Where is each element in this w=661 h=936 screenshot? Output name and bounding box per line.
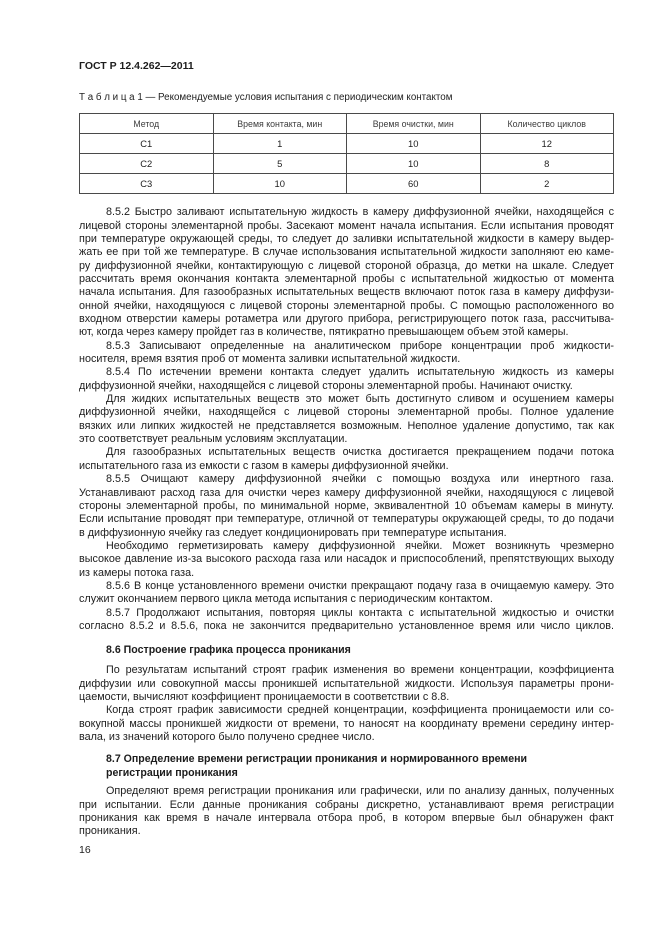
section-heading-continuation: регистрации проникания	[106, 766, 238, 779]
paragraph-registration-time	[79, 785, 614, 838]
text-line: из камеры потока газа.	[79, 566, 195, 579]
text-line: ют, когда через камеру пройдет газ в количестве, пятикратно превышающем объем этой камеры.	[79, 326, 569, 339]
cell-method: С3	[80, 174, 214, 194]
text-line: это соответствует реальным условиям эксплуатации.	[79, 433, 348, 446]
section-heading: 8.6 Построение графика процесса проникания	[106, 644, 351, 657]
section-8-6-body	[79, 664, 614, 744]
text-line: рассчитать время окончания контакта элементарной пробы с испытательной жидкостью от момента	[79, 273, 614, 286]
text-line: диффузии или совокупной массы проникшей испытательной жидкости. Используя параметры прони-	[79, 677, 614, 690]
text-line: жать ее при той же температуре. В случае использования испытательной жидкости заполняют ею каме-	[79, 246, 614, 259]
table-row	[80, 174, 614, 194]
table-header-row	[80, 114, 614, 134]
cell-cycle-count: 12	[480, 134, 614, 154]
text-line: стороны элементарной пробы, по минимальной норме, эквивалентной 10 объемам камеры в минуту.	[79, 499, 614, 512]
text-line: служит окончанием первого цикла метода испытания с периодическим контактом.	[79, 593, 493, 606]
paragraph-8-5-2	[79, 206, 614, 339]
text-line: 8.5.4 По истечении времени контакта следует удалить испытательную жидкость из камеры	[106, 366, 614, 379]
table-row	[80, 154, 614, 174]
text-line: высокое давление из-за высокого расхода газа или насадок и приспособлений, препятствующих выходу	[79, 553, 614, 566]
section-8-7-body	[79, 785, 614, 838]
text-line: 8.5.7 Продолжают испытания, повторяя циклы контакта с испытательной жидкостью и очистки	[106, 606, 614, 619]
text-line: диффузионной ячейки, находящейся с лицевой стороны элементарной пробы. Полное удаление	[79, 406, 614, 419]
table-caption: Т а б л и ц а 1 — Рекомендуемые условия испытания с периодическим контактом	[79, 92, 453, 103]
text-line: онной ячейки, находящуюся с лицевой стороны элементарной пробы. С помощью расположенного во	[79, 299, 614, 312]
cell-contact-time: 10	[213, 174, 347, 194]
cell-cleaning-time: 10	[347, 134, 481, 154]
column-header-contact-time: Время контакта, мин	[213, 114, 347, 134]
test-conditions-table	[79, 113, 614, 194]
text-line: 8.5.5 Очищают камеру диффузионной ячейки с помощью воздуха или инертного газа.	[106, 473, 614, 486]
text-line: диффузионной ячейки, находящейся с лицевой стороны элементарной пробы. Начинают очистку.	[79, 379, 573, 392]
text-line: Когда строят график зависимости средней концентрации, коэффициента проницаемости или со-	[106, 704, 614, 717]
text-line: лицевой стороны элементарной пробы. Засекают момент начала испытания. Если испытания проводят	[79, 219, 614, 232]
section-8-5-body	[79, 206, 614, 633]
cell-cleaning-time: 60	[347, 174, 481, 194]
text-line: согласно 8.5.2 и 8.5.6, пока не закончится предварительно установленное время или число циклов.	[79, 619, 614, 632]
text-line: в диффузионную ячейку газ следует кондиционировать при температуре испытания.	[79, 526, 507, 539]
paragraph-8-5-7	[79, 607, 614, 634]
text-line: Для жидких испытательных веществ это может быть достигнуто сливом и осушением камеры	[106, 393, 614, 406]
paragraph-8-5-3	[79, 340, 614, 367]
text-line: вокупной массы проникшей жидкости от времени, то наносят на координату времени середину интер-	[79, 717, 614, 730]
column-header-cleaning-time: Время очистки, мин	[347, 114, 481, 134]
cell-method: С1	[80, 134, 214, 154]
text-line: 8.5.3 Записывают определенные на аналитическом приборе концентрации проб жидкости-	[106, 339, 614, 352]
cell-cycle-count: 2	[480, 174, 614, 194]
cell-cleaning-time: 10	[347, 154, 481, 174]
text-line: вязких или липких жидкостей не представляется возможным. Неполное удаление допустимо, так как	[79, 419, 614, 432]
cell-method: С2	[80, 154, 214, 174]
text-line: Определяют время регистрации проникания или графически, или по анализу данных, полученных	[106, 785, 614, 798]
paragraph-8-5-6	[79, 580, 614, 607]
text-line: входном отверстии камеры ротаметра или другого прибора, регистрирующего поток газа, рассчитыва-	[79, 313, 614, 326]
text-line: начала испытания. Для газообразных испытательных веществ включают поток газа в камеру диффузи-	[79, 286, 614, 299]
text-line: Устанавливают расход газа для очистки через камеру диффузионной ячейки, находящуюся с лицевой	[79, 486, 614, 499]
paragraph-gas-cleaning	[79, 446, 614, 473]
text-line: проникания.	[79, 825, 141, 838]
paragraph-sealing	[79, 540, 614, 580]
text-line: Необходимо герметизировать камеру диффузионной ячейки. Может возникнуть чрезмерно	[106, 539, 614, 552]
cell-cycle-count: 8	[480, 154, 614, 174]
paragraph-graph-results	[79, 664, 614, 704]
text-line: вала, из значений которого было получено среднее число.	[79, 731, 375, 744]
text-line: при испытании. Если данные проникания собраны дискретно, устанавливают время регистрации	[79, 798, 614, 811]
heading-8-6	[79, 644, 614, 657]
column-header-method: Метод	[80, 114, 214, 134]
text-line: цаемости, вычисляют коэффициент проницаемости в соответствии с 8.8.	[79, 690, 450, 703]
text-line: испытательного газа из емкости с газом в камеры диффузионной ячейки.	[79, 459, 449, 472]
paragraph-8-5-5	[79, 473, 614, 540]
text-line: проникания как время в начале интервала отбора проб, в котором впервые был обнаружен факт	[79, 811, 614, 824]
text-line: 8.5.6 В конце установленного времени очистки прекращают подачу газа в очищаемую камеру. Это	[106, 579, 614, 592]
text-line: Если испытание проводят при температуре, отличной от температуры окружающей среды, то до подачи	[79, 513, 614, 526]
table-row	[80, 134, 614, 154]
text-line: ру диффузионной ячейки, контактирующую с лицевой стороной образца, до метки на шкале. Следует	[79, 259, 614, 272]
text-line: при температуре окружающей среды, то следует до заливки испытательной жидкости в камеру выдер-	[79, 232, 614, 245]
text-line: носителя, время взятия проб от момента заливки испытательной жидкости.	[79, 353, 461, 366]
heading-8-7	[79, 753, 614, 780]
text-line: По результатам испытаний строят график изменения во времени концентрации, коэффициента	[106, 664, 614, 677]
column-header-cycle-count: Количество циклов	[480, 114, 614, 134]
text-line: Для газообразных испытательных веществ очистка достигается прекращением подачи потока	[106, 446, 614, 459]
cell-contact-time: 1	[213, 134, 347, 154]
cell-contact-time: 5	[213, 154, 347, 174]
paragraph-liquid-cleaning	[79, 393, 614, 446]
document-standard-number: ГОСТ Р 12.4.262—2011	[79, 60, 194, 72]
text-line: 8.5.2 Быстро заливают испытательную жидкость в камеру диффузионной ячейки, находящейся с	[106, 206, 614, 219]
paragraph-graph-average	[79, 704, 614, 744]
paragraph-8-5-4	[79, 366, 614, 393]
section-heading: 8.7 Определение времени регистрации проникания и нормированного времени	[106, 753, 528, 766]
page-number: 16	[79, 844, 91, 856]
